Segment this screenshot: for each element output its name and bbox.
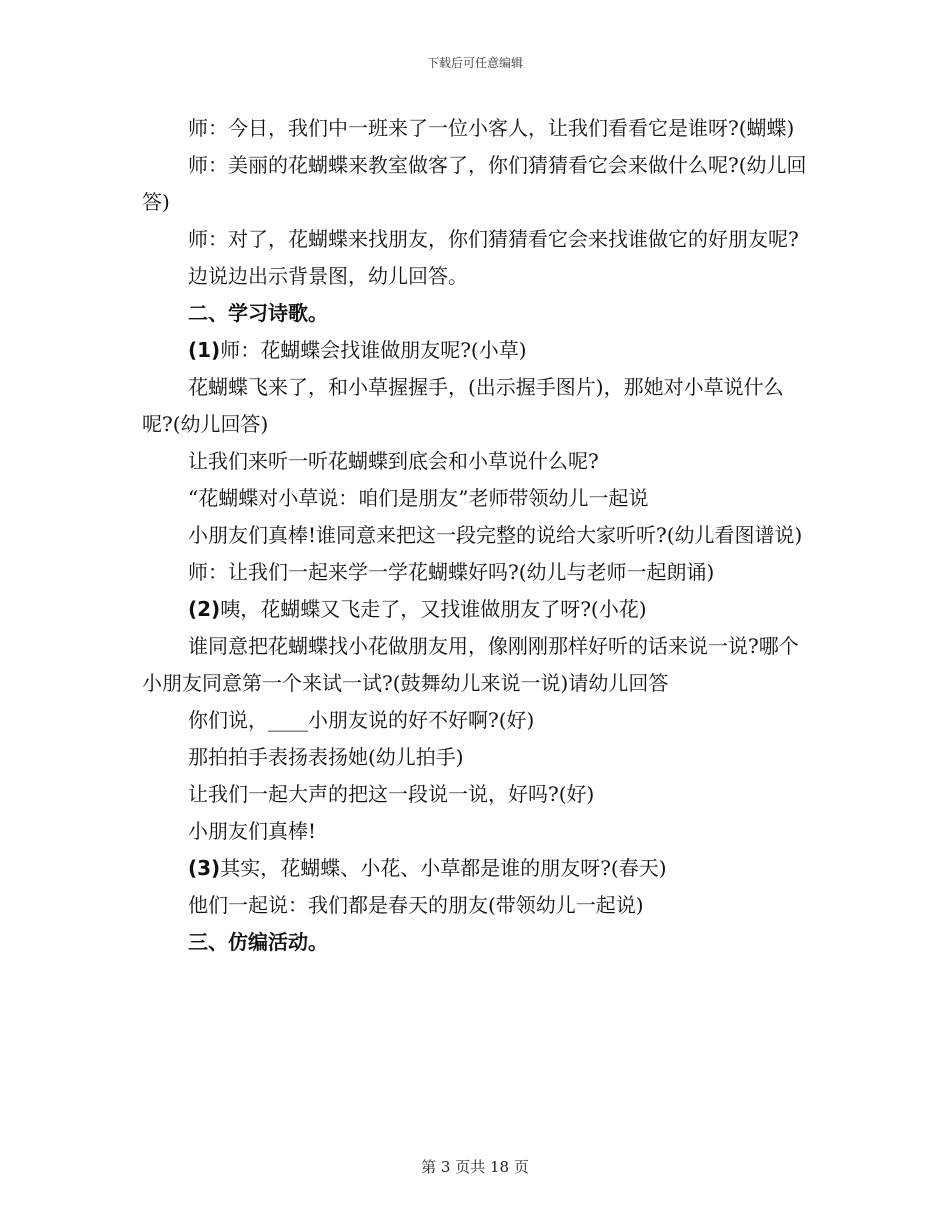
paragraph: 师：今日，我们中一班来了一位小客人，让我们看看它是谁呀?(蝴蝶) <box>188 116 795 140</box>
paragraph <box>142 332 812 369</box>
list-number: (3) <box>188 856 221 880</box>
page-header: 下载后可任意编辑 <box>426 56 523 70</box>
list-number: (2) <box>188 597 221 621</box>
paragraph: 你们说，____小朋友说的好不好啊?(好) <box>188 708 535 732</box>
paragraph: 那拍拍手表扬表扬她(幼儿拍手) <box>188 745 464 769</box>
section-heading: 二、学习诗歌。 <box>188 301 328 325</box>
paragraph-text: 咦，花蝴蝶又飞走了，又找谁做朋友了呀?(小花) <box>220 597 647 621</box>
paragraph: 让我们一起大声的把这一段说一说，好吗?(好) <box>188 782 595 806</box>
paragraph: 小朋友们真棒!谁同意来把这一段完整的说给大家听听?(幼儿看图谱说) <box>188 523 803 547</box>
paragraph: 谁同意把花蝴蝶找小花做朋友用，像刚刚那样好听的话来说一说?哪个小朋友同意第一个来试一试?(鼓舞幼儿来说一说)请幼儿回答 <box>142 634 799 695</box>
page-footer: 第 3 页共 18 页 <box>421 1158 529 1176</box>
paragraph: 小朋友们真棒! <box>188 819 317 843</box>
document-body <box>142 110 812 961</box>
paragraph <box>142 850 812 887</box>
paragraph: 师：美丽的花蝴蝶来教室做客了，你们猜猜看它会来做什么呢?(幼儿回答) <box>142 153 807 214</box>
paragraph: 师：让我们一起来学一学花蝴蝶好吗?(幼儿与老师一起朗诵) <box>188 560 715 584</box>
section-heading: 三、仿编活动。 <box>188 930 328 954</box>
paragraph <box>142 591 812 628</box>
paragraph: 他们一起说：我们都是春天的朋友(带领幼儿一起说) <box>188 893 644 917</box>
paragraph: 花蝴蝶飞来了，和小草握握手，(出示握手图片)，那她对小草说什么呢?(幼儿回答) <box>142 375 784 436</box>
paragraph: 让我们来听一听花蝴蝶到底会和小草说什么呢? <box>188 449 599 473</box>
paragraph-text: 其实，花蝴蝶、小花、小草都是谁的朋友呀?(春天) <box>220 856 667 880</box>
paragraph: 边说边出示背景图，幼儿回答。 <box>188 264 468 288</box>
paragraph: 师：对了，花蝴蝶来找朋友，你们猜猜看它会来找谁做它的好朋友呢? <box>188 227 799 251</box>
paragraph: “花蝴蝶对小草说：咱们是朋友”老师带领幼儿一起说 <box>188 486 649 510</box>
paragraph-text: 师：花蝴蝶会找谁做朋友呢?(小草) <box>220 338 527 362</box>
list-number: (1) <box>188 338 221 362</box>
